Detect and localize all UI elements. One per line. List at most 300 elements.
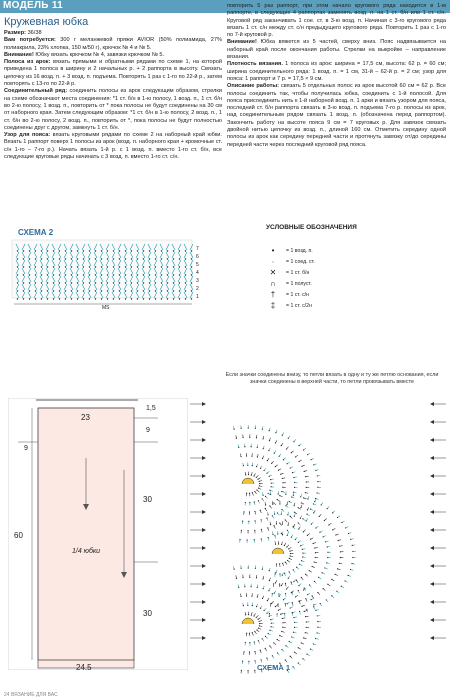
stitch-dot <box>191 274 192 275</box>
stitch-dot <box>259 483 260 484</box>
stitch-dot <box>35 250 36 251</box>
stitch-dot <box>119 274 120 275</box>
legend-symbol-icon: • <box>271 246 275 255</box>
stitch-dot <box>339 563 340 564</box>
stitch-dot <box>23 250 24 251</box>
stitch-dot <box>252 492 253 493</box>
stitch-dot <box>41 274 42 275</box>
stitch-dot <box>149 266 150 267</box>
stitch-dot <box>65 274 66 275</box>
stitch-dot <box>83 290 84 291</box>
stitch-dot <box>29 266 30 267</box>
stitch-dot <box>249 493 250 494</box>
stitch-dot <box>287 560 288 561</box>
stitch-dot <box>256 577 257 578</box>
legend-item <box>266 246 366 257</box>
right-paragraph <box>227 83 446 149</box>
stitch-dot <box>281 445 282 446</box>
stitch-dot <box>119 250 120 251</box>
stitch-dot <box>131 290 132 291</box>
stitch-dot <box>350 569 351 570</box>
stitch-dot <box>256 466 257 467</box>
stitch-dot <box>280 614 281 615</box>
stitch-dot <box>83 258 84 259</box>
stitch-dot <box>270 524 271 525</box>
arrow-head <box>202 528 206 532</box>
stitch-dot <box>281 544 282 545</box>
stitch-dot <box>173 290 174 291</box>
stitch-dot <box>285 583 286 584</box>
stitch-dot <box>254 670 255 671</box>
stitch-dot <box>327 584 328 585</box>
stitch-dot <box>77 258 78 259</box>
stitch-dot <box>242 520 243 521</box>
stitch-dot <box>65 258 66 259</box>
stitch-dot <box>267 600 268 601</box>
stitch-dot <box>301 642 302 643</box>
stitch-dot <box>59 258 60 259</box>
stitch-dot <box>262 458 263 459</box>
stitch-dot <box>185 266 186 267</box>
arrow-head <box>430 438 434 442</box>
stitch-dot <box>293 526 294 527</box>
stitch-dot <box>161 274 162 275</box>
stitch-dot <box>279 495 280 496</box>
stitch-dot <box>298 507 299 508</box>
stitch-dot <box>259 625 260 626</box>
stitch-dot <box>71 290 72 291</box>
stitch-dot <box>41 250 42 251</box>
stitch-dot <box>185 298 186 299</box>
stitch-dot <box>59 250 60 251</box>
left-paragraph <box>4 88 222 132</box>
stitch-dot <box>107 258 108 259</box>
stitch-dot <box>259 485 260 486</box>
stitch-dot <box>35 290 36 291</box>
stitch-dot <box>101 258 102 259</box>
legend-symbol-icon: ∩ <box>270 279 276 288</box>
stitch-dot <box>233 429 234 430</box>
stitch-dot <box>83 274 84 275</box>
stitch-dot <box>113 258 114 259</box>
stitch-dot <box>250 586 251 587</box>
stitch-dot <box>275 572 276 573</box>
stitch-dot <box>35 274 36 275</box>
stitch-dot <box>303 497 304 498</box>
stitch-dot <box>245 502 246 503</box>
stitch-dot <box>149 258 150 259</box>
stitch-dot <box>285 659 286 660</box>
stitch-dot <box>277 603 278 604</box>
stitch-dot <box>306 513 307 514</box>
left-paragraph-heading: Вам потребуется: <box>4 37 56 44</box>
stitch-dot <box>243 465 244 466</box>
stitch-dot <box>95 266 96 267</box>
stitch-dot <box>351 563 352 564</box>
stitch-dot <box>340 557 341 558</box>
stitch-dot <box>131 298 132 299</box>
arrow-head <box>430 618 434 622</box>
stitch-dot <box>249 437 250 438</box>
stitch-dot <box>281 509 282 510</box>
stitch-dot <box>247 539 248 540</box>
stitch-dot <box>283 459 284 460</box>
stitch-dot <box>307 594 308 595</box>
stitch-dot <box>265 504 266 505</box>
stitch-dot <box>290 467 291 468</box>
stitch-dot <box>263 470 264 471</box>
stitch-dot <box>287 530 288 531</box>
stitch-dot <box>251 614 252 615</box>
stitch-dot <box>303 589 304 590</box>
stitch-dot <box>285 593 286 594</box>
stitch-dot <box>179 274 180 275</box>
stitch-dot <box>29 290 30 291</box>
stitch-dot <box>261 519 262 520</box>
arrow-head <box>202 456 206 460</box>
stitch-dot <box>256 477 257 478</box>
stitch-dot <box>306 609 307 610</box>
stitch-dot <box>240 456 241 457</box>
stitch-dot <box>295 539 296 540</box>
stitch-dot <box>247 465 248 466</box>
stitch-dot <box>113 298 114 299</box>
stitch-dot <box>242 437 243 438</box>
stitch-dot <box>281 491 282 492</box>
stitch-dot <box>101 290 102 291</box>
stitch-dot <box>306 520 307 521</box>
stitch-dot <box>328 524 329 525</box>
stitch-dot <box>312 566 313 567</box>
stitch-dot <box>101 282 102 283</box>
legend-label: = 1 ст. с/2н <box>286 303 312 309</box>
stitch-dot <box>137 258 138 259</box>
stitch-dot <box>276 563 277 564</box>
stitch-dot <box>107 266 108 267</box>
stitch-dot <box>256 617 257 618</box>
stitch-dot <box>315 638 316 639</box>
stitch-dot <box>155 298 156 299</box>
stitch-dot <box>275 573 276 574</box>
stitch-dot <box>35 282 36 283</box>
stitch-dot <box>262 598 263 599</box>
stitch-dot <box>314 581 315 582</box>
stitch-dot <box>254 641 255 642</box>
stitch-dot <box>254 511 255 512</box>
stitch-dot <box>89 258 90 259</box>
stitch-dot <box>256 606 257 607</box>
stitch-dot <box>258 640 259 641</box>
stitch-dot <box>119 290 120 291</box>
stitch-dot <box>298 528 299 529</box>
stitch-dot <box>302 518 303 519</box>
stitch-dot <box>155 266 156 267</box>
stitch-dot <box>290 607 291 608</box>
stitch-dot <box>262 495 263 496</box>
right-paragraph-body: Юбка вяжется из 5 частей, сверху вниз. Пояс надвязывается на наборный край после окончания работы. Стрелки на выкройке – направление вязания. <box>227 39 446 61</box>
arrow-head <box>430 492 434 496</box>
stitch-dot <box>238 587 239 588</box>
stitch-dot <box>279 573 280 574</box>
right-text-column <box>227 3 446 149</box>
legend-label: = 1 ст. с/н <box>286 292 309 298</box>
stitch-dot <box>257 456 258 457</box>
stitch-dot <box>315 552 316 553</box>
stitch-dot <box>291 537 292 538</box>
stitch-dot <box>77 298 78 299</box>
stitch-dot <box>323 588 324 589</box>
stitch-dot <box>331 595 332 596</box>
stitch-dot <box>272 593 273 594</box>
stitch-dot <box>265 648 266 649</box>
stitch-dot <box>287 514 288 515</box>
stitch-dot <box>89 274 90 275</box>
stitch-dot <box>270 626 271 627</box>
stitch-dot <box>291 582 292 583</box>
stitch-dot <box>257 596 258 597</box>
stitch-dot <box>185 250 186 251</box>
stitch-dot <box>265 496 266 497</box>
stitch-dot <box>300 518 301 519</box>
stitch-dot <box>113 266 114 267</box>
stitch-dot <box>23 298 24 299</box>
stitch-dot <box>287 524 288 525</box>
arrow-head <box>430 474 434 478</box>
stitch-dot <box>280 474 281 475</box>
stitch-dot <box>59 298 60 299</box>
stitch-dot <box>258 627 259 628</box>
stitch-dot <box>317 627 318 628</box>
stitch-dot <box>293 632 294 633</box>
left-paragraph-body: соединить полосы из арок следующим образом, стрелки на схеме обозначают места соединения: *1 ст. б/н в 1-ю полосу, 1 возд. п., 1 ст. б/н во 2-ю полосу, 1 возд. п., повторить от * пока полосы не будут соединены на 30 см от наборного края. Затем следующим образом: *1 ст. б/н в 1-ю полосу, 2 возд. п., 1 ст. б/н во 2-ю полосу, 2 возд. п., повторить от *, пока полосы не будут полностью соединены друг с другом, замкнуть 1 ст. б/н. <box>4 88 222 131</box>
stitch-dot <box>254 651 255 652</box>
stitch-dot <box>252 632 253 633</box>
stitch-dot <box>289 641 290 642</box>
legend-symbol-icon: † <box>270 290 276 299</box>
stitch-dot <box>101 266 102 267</box>
stitch-dot <box>248 427 249 428</box>
stitch-dot <box>260 608 261 609</box>
stitch-dot <box>307 509 308 510</box>
stitch-dot <box>315 557 316 558</box>
stitch-dot <box>17 266 18 267</box>
stitch-dot <box>167 282 168 283</box>
stitch-dot <box>240 596 241 597</box>
stitch-dot <box>249 651 250 652</box>
stitch-dot <box>17 282 18 283</box>
legend-label: = 1 полуст. <box>286 281 312 287</box>
stitch-dot <box>318 577 319 578</box>
stitch-dot <box>119 282 120 283</box>
stitch-dot <box>317 615 318 616</box>
stitch-dot <box>311 595 312 596</box>
stitch-dot <box>35 298 36 299</box>
stitch-dot <box>311 524 312 525</box>
left-paragraph-body: 36/38 <box>26 30 42 36</box>
stitch-dot <box>269 570 270 571</box>
stitch-dot <box>269 645 270 646</box>
arrow-head <box>430 402 434 406</box>
legend-symbol-icon: ✕ <box>269 268 277 277</box>
stitch-dot <box>149 274 150 275</box>
stitch-dot <box>17 258 18 259</box>
stitch-dot <box>313 503 314 504</box>
stitch-dot <box>191 282 192 283</box>
stitch-dot <box>125 290 126 291</box>
arrow-head <box>430 420 434 424</box>
stitch-dot <box>327 546 328 547</box>
stitch-dot <box>125 250 126 251</box>
stitch-dot <box>29 298 30 299</box>
stitch-dot <box>319 532 320 533</box>
stitch-dot <box>269 630 270 631</box>
stitch-dot <box>322 572 323 573</box>
stitch-dot <box>266 613 267 614</box>
left-paragraph-heading: Соединительный ряд: <box>4 88 68 95</box>
stitch-dot <box>273 525 274 526</box>
scheme2-row-number: 1 <box>196 294 199 300</box>
stitch-dot <box>273 642 274 643</box>
stitch-dot <box>294 652 295 653</box>
stitch-dot <box>47 290 48 291</box>
stitch-dot <box>279 456 280 457</box>
stitch-dot <box>296 580 297 581</box>
stitch-dot <box>113 250 114 251</box>
right-paragraph <box>227 39 446 61</box>
stitch-dot <box>248 567 249 568</box>
stitch-dot <box>285 505 286 506</box>
stitch-dot <box>327 557 328 558</box>
stitch-dot <box>137 290 138 291</box>
stitch-dot <box>101 250 102 251</box>
stitch-dot <box>149 298 150 299</box>
stitch-dot <box>241 568 242 569</box>
stitch-dot <box>238 447 239 448</box>
left-paragraph-heading: Узор для пояса: <box>4 132 51 139</box>
stitch-dot <box>287 603 288 604</box>
stitch-dot <box>47 274 48 275</box>
legend-label: = 1 ст. б/н <box>286 270 310 276</box>
stitch-dot <box>254 491 255 492</box>
stitch-dot <box>285 562 286 563</box>
pattern-right-mid-top-label: 30 <box>143 495 152 504</box>
stitch-dot <box>251 596 252 597</box>
pattern-left-small-label: 9 <box>24 445 28 452</box>
arrow-head <box>430 600 434 604</box>
stitch-dot <box>331 579 332 580</box>
stitch-dot <box>260 650 261 651</box>
stitch-dot <box>317 492 318 493</box>
stitch-dot <box>267 633 268 634</box>
stitch-dot <box>300 545 301 546</box>
stitch-dot <box>161 250 162 251</box>
stitch-dot <box>321 504 322 505</box>
stitch-dot <box>77 266 78 267</box>
stitch-dot <box>272 534 273 535</box>
stitch-dot <box>317 475 318 476</box>
stitch-dot <box>191 290 192 291</box>
stitch-dot <box>277 512 278 513</box>
stitch-dot <box>113 290 114 291</box>
stitch-dot <box>161 282 162 283</box>
stitch-dot <box>282 482 283 483</box>
stitch-dot <box>268 450 269 451</box>
stitch-dot <box>261 659 262 660</box>
stitch-dot <box>291 452 292 453</box>
stitch-dot <box>289 558 290 559</box>
stitch-dot <box>143 266 144 267</box>
stitch-dot <box>149 282 150 283</box>
legend-item <box>266 279 366 290</box>
stitch-dot <box>131 258 132 259</box>
arrow-head <box>202 420 206 424</box>
right-paragraph-heading: Плотность вязания. <box>227 61 283 68</box>
stitch-dot <box>257 447 258 448</box>
stitch-dot <box>47 250 48 251</box>
stitch-dot <box>71 266 72 267</box>
stitch-dot <box>191 258 192 259</box>
stitch-dot <box>335 534 336 535</box>
stitch-dot <box>53 298 54 299</box>
stitch-dot <box>300 507 301 508</box>
stitch-dot <box>341 522 342 523</box>
stitch-dot <box>262 429 263 430</box>
stitch-dot <box>341 586 342 587</box>
stitch-dot <box>53 266 54 267</box>
stitch-dot <box>65 282 66 283</box>
stitch-dot <box>279 583 280 584</box>
stitch-dot <box>173 282 174 283</box>
stitch-dot <box>262 578 263 579</box>
arrow-head <box>202 636 206 640</box>
stitch-dot <box>23 258 24 259</box>
stitch-dot <box>53 258 54 259</box>
stitch-dot <box>107 250 108 251</box>
stitch-dot <box>23 290 24 291</box>
stitch-dot <box>155 274 156 275</box>
stitch-dot <box>243 651 244 652</box>
stitch-dot <box>303 531 304 532</box>
stitch-dot <box>17 298 18 299</box>
stitch-dot <box>269 613 270 614</box>
stitch-dot <box>275 442 276 443</box>
stitch-dot <box>304 611 305 612</box>
stitch-dot <box>185 290 186 291</box>
stitch-dot <box>271 463 272 464</box>
stitch-dot <box>89 266 90 267</box>
stitch-dot <box>254 631 255 632</box>
left-text-column <box>4 30 222 161</box>
stitch-dot <box>293 617 294 618</box>
stitch-dot <box>239 539 240 540</box>
stitch-dot <box>266 473 267 474</box>
stitch-dot <box>269 580 270 581</box>
stitch-dot <box>259 481 260 482</box>
stitch-dot <box>286 504 287 505</box>
arrow-head <box>202 438 206 442</box>
stitch-dot <box>119 298 120 299</box>
stitch-dot <box>270 619 271 620</box>
stitch-dot <box>179 258 180 259</box>
stitch-dot <box>352 557 353 558</box>
stitch-dot <box>299 611 300 612</box>
stitch-dot <box>83 298 84 299</box>
stitch-dot <box>247 670 248 671</box>
stitch-dot <box>268 590 269 591</box>
stitch-dot <box>248 474 249 475</box>
stitch-dot <box>282 563 283 564</box>
left-paragraph-body: вязать круговыми рядами по схеме 2 на наборный край юбки. Вязать 1 раппорт поверх 1 полосы из арок (возд. п. наборного края + кромочные ст. с/н 1-го – 7-го р.). Начать вязать 1-й р. с 1 возд. п. вместо 1-го ст. б/н, все следующие круговые ряды начинать с 3 возд. п. вместо 1-го ст. с/н. <box>4 132 222 161</box>
